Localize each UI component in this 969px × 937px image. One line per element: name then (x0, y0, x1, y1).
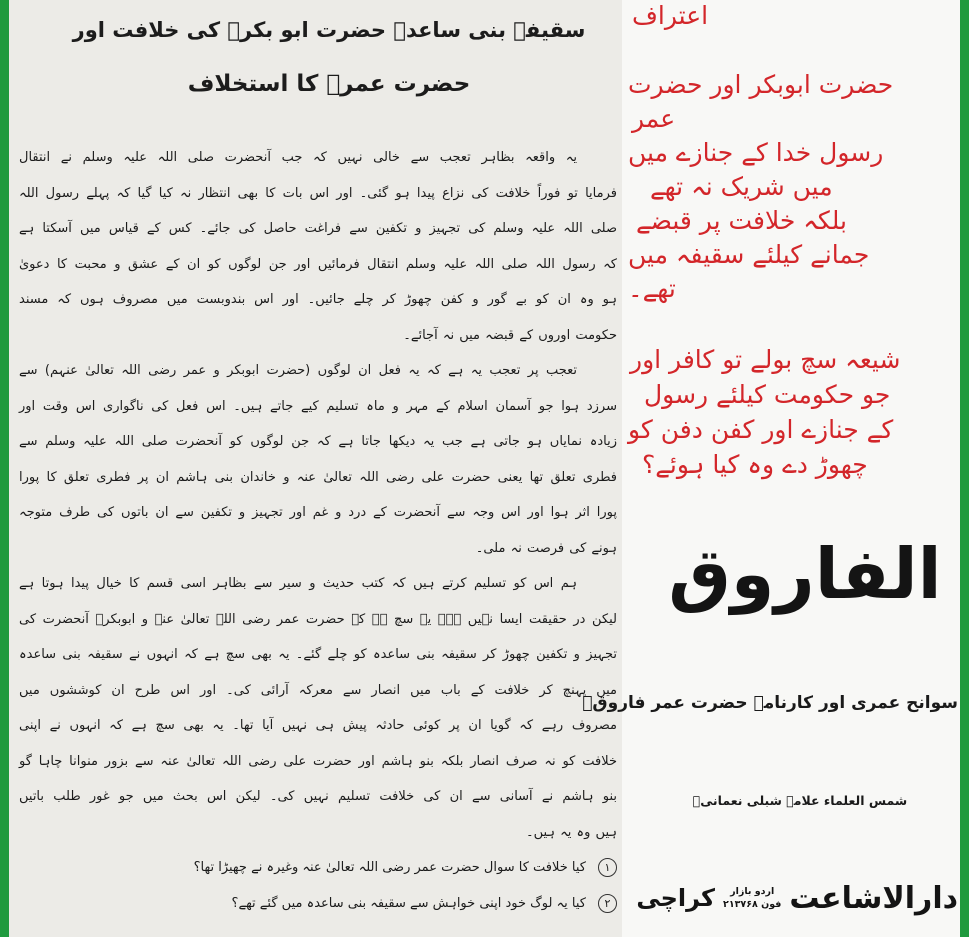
text-line: فرمایا تو فوراً خلافت کی نزاع پیدا ہو گئی۔ اور اس بات کا بھی انتظار نہ کیا گیا کہ پہلے رسول اللہ (19, 185, 617, 201)
annotation-line: شیعہ سچ بولے تو کافر اور (630, 345, 901, 374)
publisher-address (723, 885, 781, 911)
book-author: شمس العلماء علامہ شبلی نعمانیؒ (692, 793, 908, 808)
text-line: ہم اس کو تسلیم کرتے ہیں کہ کتب حدیث و سیر سے بظاہر اسی قسم کا خیال پیدا ہوتا ہے (19, 576, 577, 591)
publisher-phone: فون ۲۱۳۷۶۸ (723, 899, 782, 910)
text-line: بنو ہاشم نے آسانی سے ان کی خلافت تسلیم نہیں کی۔ لیکن اس بحث میں جو غور طلب باتیں (19, 789, 617, 804)
text-line: کہ رسول اللہ صلی اللہ علیہ وسلم انتقال فرمائیں اور جن لوگوں کو ان کے عشق و محبت کا دعویٰ (19, 256, 617, 272)
text-line: زیادہ نمایاں ہو جاتی ہے جب یہ دیکھا جاتا ہے کہ جن لوگوں کو آنحضرت صلی اللہ علیہ وسلم سے (19, 434, 617, 449)
text-line: لیکن در حقیقت ایسا نہیں ہے۔ یہ سچ ہے کہ حضرت عمر رضی اللہ تعالیٰ عنہ و ابوبکرؓ آنحضرت کی (19, 611, 617, 627)
green-frame-right (960, 0, 969, 937)
body-text (19, 140, 617, 921)
annotation-line: میں شریک نہ تھے (650, 172, 833, 201)
text-line: یہ واقعہ بظاہر تعجب سے خالی نہیں کہ جب آنحضرت صلی اللہ علیہ وسلم نے انتقال (19, 150, 577, 165)
text-line: تجہیز و تکفین چھوڑ کر سقیفہ بنی ساعدہ کو چلے گئے۔ یہ بھی سچ ہے کہ انہوں نے سقیفہ بنی ساعدہ (19, 647, 617, 662)
text-line: حکومت اوروں کے قبضہ میں نہ آجائے۔ (403, 327, 617, 343)
text-line: فطری تعلق تھا یعنی حضرت علی رضی اللہ تعالیٰ عنہ و خاندان بنی ہاشم ان پر فطری تعلق کا پورا (19, 469, 617, 485)
question-item (19, 850, 617, 886)
text-line: صلی اللہ علیہ وسلم کی تجہیز و تکفین سے فراغت حاصل کی جائے۔ کس کے قیاس میں آسکتا ہے (19, 221, 617, 236)
text-line: تعجب پر تعجب یہ ہے کہ یہ فعل ان لوگوں (حضرت ابوبکر و عمر رضی اللہ تعالیٰ عنہم) سے (19, 363, 577, 378)
scanned-page (9, 0, 622, 937)
publisher-area: اردو بازار (730, 886, 775, 897)
annotation-line: چھوڑ دے وہ کیا ہوئے؟ (642, 450, 868, 479)
annotation-line: بلکہ خلافت پر قبضے (636, 206, 847, 235)
text-line: میں پہنچ کر خلافت کے باب میں انصار سے معرکہ آرائی کی۔ اور اس طرح ان کوششوں میں (19, 682, 617, 698)
annotation-line: جو حکومت کیلئے رسول (644, 380, 891, 409)
text-line: مصروف رہے کہ گویا ان پر کوئی حادثہ پیش ہی نہیں آیا تھا۔ یہ بھی سچ ہے کہ انہوں نے اپنی (19, 718, 617, 733)
circled-number: ۱ (598, 858, 617, 877)
book-title: الفاروق (668, 533, 942, 615)
publisher-city: کراچی (636, 884, 716, 912)
question-text: کیا یہ لوگ خود اپنی خواہش سے سقیفہ بنی ساعدہ میں گئے تھے؟ (231, 895, 586, 911)
book-subtitle: سوانح عمری اور کارنامے حضرت عمر فاروقؓ (582, 693, 958, 713)
question-text: کیا خلافت کا سوال حضرت عمر رضی اللہ تعالیٰ عنہ وغیرہ نے چھیڑا تھا؟ (193, 860, 586, 876)
annotation-question (628, 342, 958, 482)
text-line: پورا اثر ہوا اور اس وجہ سے آنحضرت کے درد و غم اور تجہیز و تکفین سے ان باتوں کی طرف متوجہ (19, 505, 617, 520)
circled-number: ۲ (598, 894, 617, 913)
publisher-block (636, 870, 958, 926)
text-line: ہونے کی فرصت نہ ملی۔ (475, 540, 617, 556)
annotation-line: حضرت ابوبکر اور حضرت (628, 70, 894, 99)
green-frame-left (0, 0, 9, 937)
page-title-line-1: سقیفہ بنی ساعدہ حضرت ابو بکرؓ کی خلافت اور (72, 18, 586, 42)
publisher-name: دارالاشاعت (789, 880, 958, 916)
annotation-claim (628, 68, 958, 306)
annotation-line: تھے۔ (628, 274, 676, 303)
text-line: سرزد ہوا جو آسمان اسلام کے مہر و ماہ تسلیم کیے جاتے ہیں۔ اس فعل کی ناگواری اس وقت اور (19, 398, 617, 414)
text-line: خلافت کو نہ صرف انصار بلکہ بنو ہاشم اور حضرت علی رضی اللہ تعالیٰ عنہ سے بزور منوانا چاہا گو (19, 753, 617, 769)
text-line: ہو وہ ان کو بے گور و کفن چھوڑ کر چلے جائیں۔ اور اس بندوبست میں مصروف ہوں کہ مسند (19, 292, 617, 307)
annotation-line: عمر (632, 104, 676, 133)
question-item (19, 886, 617, 922)
annotation-heading: اعتراف (632, 1, 709, 30)
annotation-line: کے جنازے اور کفن دفن کو (628, 415, 894, 444)
text-line: ہیں وہ یہ ہیں۔ (525, 824, 617, 840)
page-title-line-2: حضرت عمرؓ کا استخلاف (187, 71, 471, 97)
annotation-line: رسول خدا کے جنازے میں (628, 138, 884, 167)
annotation-line: جمانے کیلئے سقیفہ میں (628, 240, 870, 269)
